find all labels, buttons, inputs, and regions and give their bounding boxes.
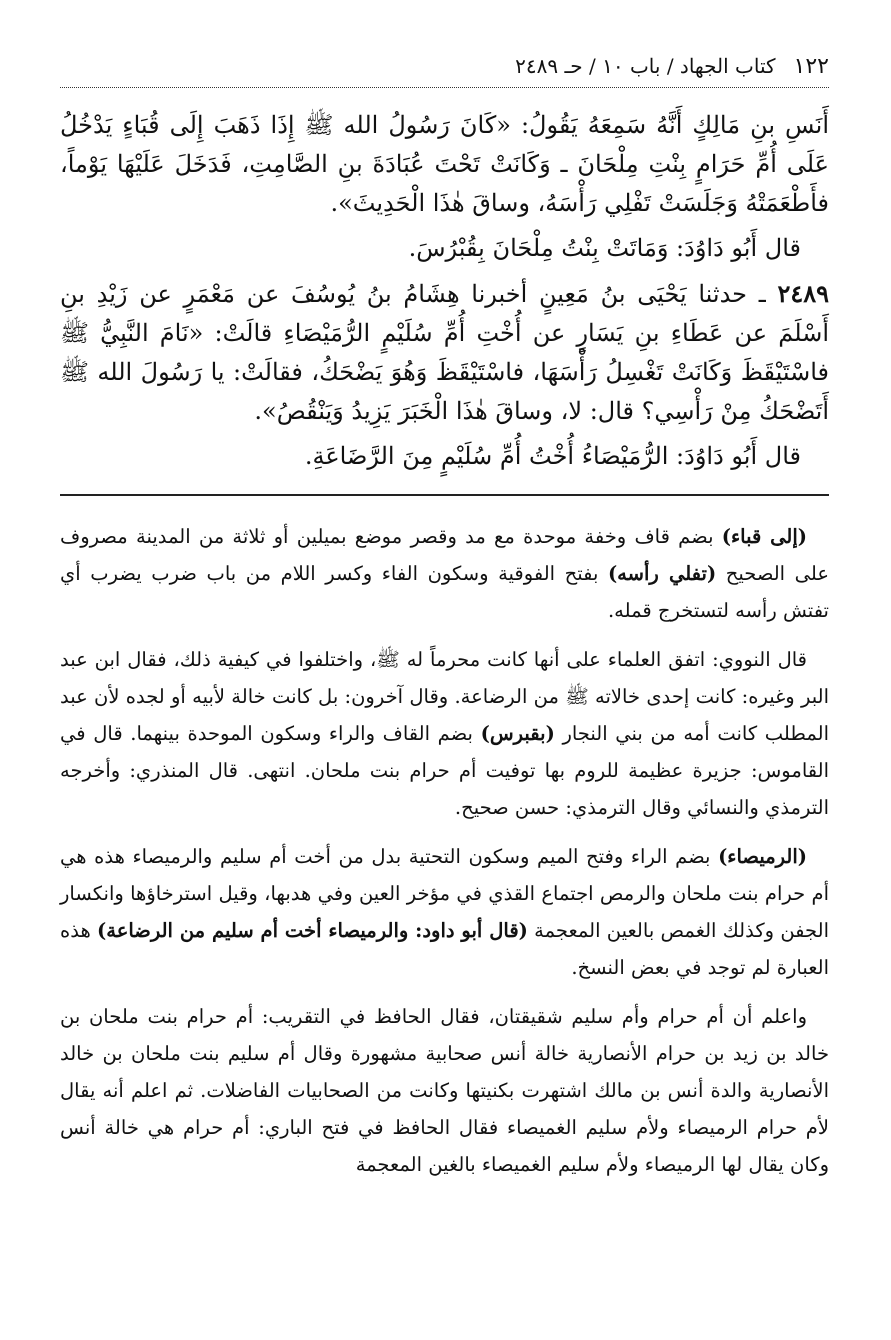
footnote-separator (60, 494, 829, 496)
note-text: قال النووي: اتفق العلماء على أنها كانت محرماً له ﷺ، واختلفوا في كيفية ذلك، فقال ابن عبد البر وغيره: كانت إحدى خالاته ﷺ من الرضاعة. وقال آخرون: بل كانت خالة لأبيه أو لجده لأن عبد المطلب كانت أمه من بني النجار (60, 648, 829, 745)
note-paragraph (60, 998, 829, 1183)
commentary (60, 518, 829, 1183)
note-text: بضم القاف والراء وسكون الموحدة بينهما. قال في القاموس: جزيرة عظيمة للروم بها توفيت أم حرام بنت ملحان. انتهى. قال المنذري: وأخرجه الترمذي والنسائي وقال الترمذي: حسن صحيح. (60, 722, 829, 819)
abu-dawud-comment: قال أَبُو دَاوُدَ: وَمَاتَتْ بِنْتُ مِلْحَانَ بِقُبْرُسَ. (408, 234, 801, 262)
hadith-2489 (60, 274, 829, 431)
main-text (60, 106, 829, 476)
note-text: بضم الراء وفتح الميم وسكون التحتية بدل من أخت أم سليم والرميصاء هذه هي أم حرام بنت ملحان والرمص اجتماع القذي في مؤخر العين وفي هدبها، وقيل استرخاؤها وانكسار الجفن وكذلك الغمص بالعين المعجمة (60, 845, 829, 942)
note-keyword: (الرميصاء) (718, 845, 807, 868)
note-keyword: (تفلي رأسه) (607, 562, 717, 585)
note-text: واعلم أن أم حرام وأم سليم شقيقتان، فقال الحافظ في التقريب: أم حرام بنت ملحان بن خالد بن زيد بن حرام الأنصارية خالة أنس صحابية مشهورة وقال أم سليم بنت ملحان بن خالد الأنصارية والدة أنس بن مالك اشتهرت بكنيتها وكانت من الصحابيات الفاضلات. ثم اعلم أنه يقال لأم حرام الرميصاء ولأم سليم الغميصاء فقال الحافظ في فتح الباري: أم حرام هي خالة أنس وكان يقال لها الرميصاء ولأم سليم الغميصاء بالغين المعجمة (60, 1005, 829, 1176)
note-text: هذه العبارة لم توجد في بعض النسخ. (60, 919, 829, 979)
note-text: بفتح الفوقية وسكون الفاء وكسر اللام من باب ضرب يضرب أي تفتش رأسه لتستخرج قمله. (60, 562, 829, 622)
running-title: كتاب الجهاد / باب ١٠ / حـ ٢٤٨٩ (515, 54, 776, 78)
note-keyword: (بقبرس) (480, 722, 555, 745)
note-paragraph (60, 838, 829, 986)
hadith-number: ٢٤٨٩ (777, 279, 829, 308)
hadith-continuation: أَنَسِ بنِ مَالِكٍ أَنَّهُ سَمِعَهُ يَقُولُ: «كَانَ رَسُولُ الله ﷺ إِذَا ذَهَبَ إِلَى قُبَاءٍ يَدْخُلُ عَلَى أُمِّ حَرَامٍ بِنْتِ مِلْحَانَ ـ وَكَانَتْ تَحْتَ عُبَادَةَ بنِ الصَّامِتِ، فَدَخَلَ عَلَيْهَا يَوْماً، فأَطْعَمَتْهُ وَجَلَسَتْ تَفْلِي رَأْسَهُ، وساقَ هٰذَا الْحَدِيثَ». (60, 111, 829, 217)
page-header (60, 54, 829, 88)
note-keyword: (إلى قباء) (721, 525, 807, 548)
note-paragraph (60, 518, 829, 629)
abu-dawud-comment-2: قال أَبُو دَاوُدَ: الرُّمَيْصَاءُ أُخْتُ أُمِّ سُلَيْمٍ مِنَ الرَّضَاعَةِ. (304, 442, 801, 470)
page-number: ١٢٢ (793, 54, 829, 79)
note-keyword: (قال أبو داود: والرميصاء أخت أم سليم من الرضاعة) (97, 919, 528, 942)
note-text: بضم قاف وخفة موحدة مع مد وقصر موضع بميلين أو ثلاثة من المدينة مصروف على الصحيح (60, 525, 830, 585)
note-paragraph (60, 641, 829, 826)
hadith-text: ـ حدثنا يَحْيَى بنُ مَعِينٍ أخبرنا هِشَامُ بنُ يُوسُفَ عن مَعْمَرٍ عن زَيْدِ بنِ أَسْلَمَ عن عَطَاءِ بنِ يَسَارٍ عن أُخْتِ أُمِّ سُلَيْمٍ الرُّمَيْصَاءِ قالَتْ: «نَامَ النَّبِيُّ ﷺ فاسْتَيْقَظَ وَكَانَتْ تَغْسِلُ رَأْسَهَا، فاسْتَيْقَظَ وَهُوَ يَضْحَكُ، فقالَتْ: يا رَسُولَ الله ﷺ أَتَضْحَكُ مِنْ رَأْسِي؟ قال: لا، وساقَ هٰذَا الْخَبَرَ يَزِيدُ وَيَنْقُصُ». (60, 280, 829, 425)
